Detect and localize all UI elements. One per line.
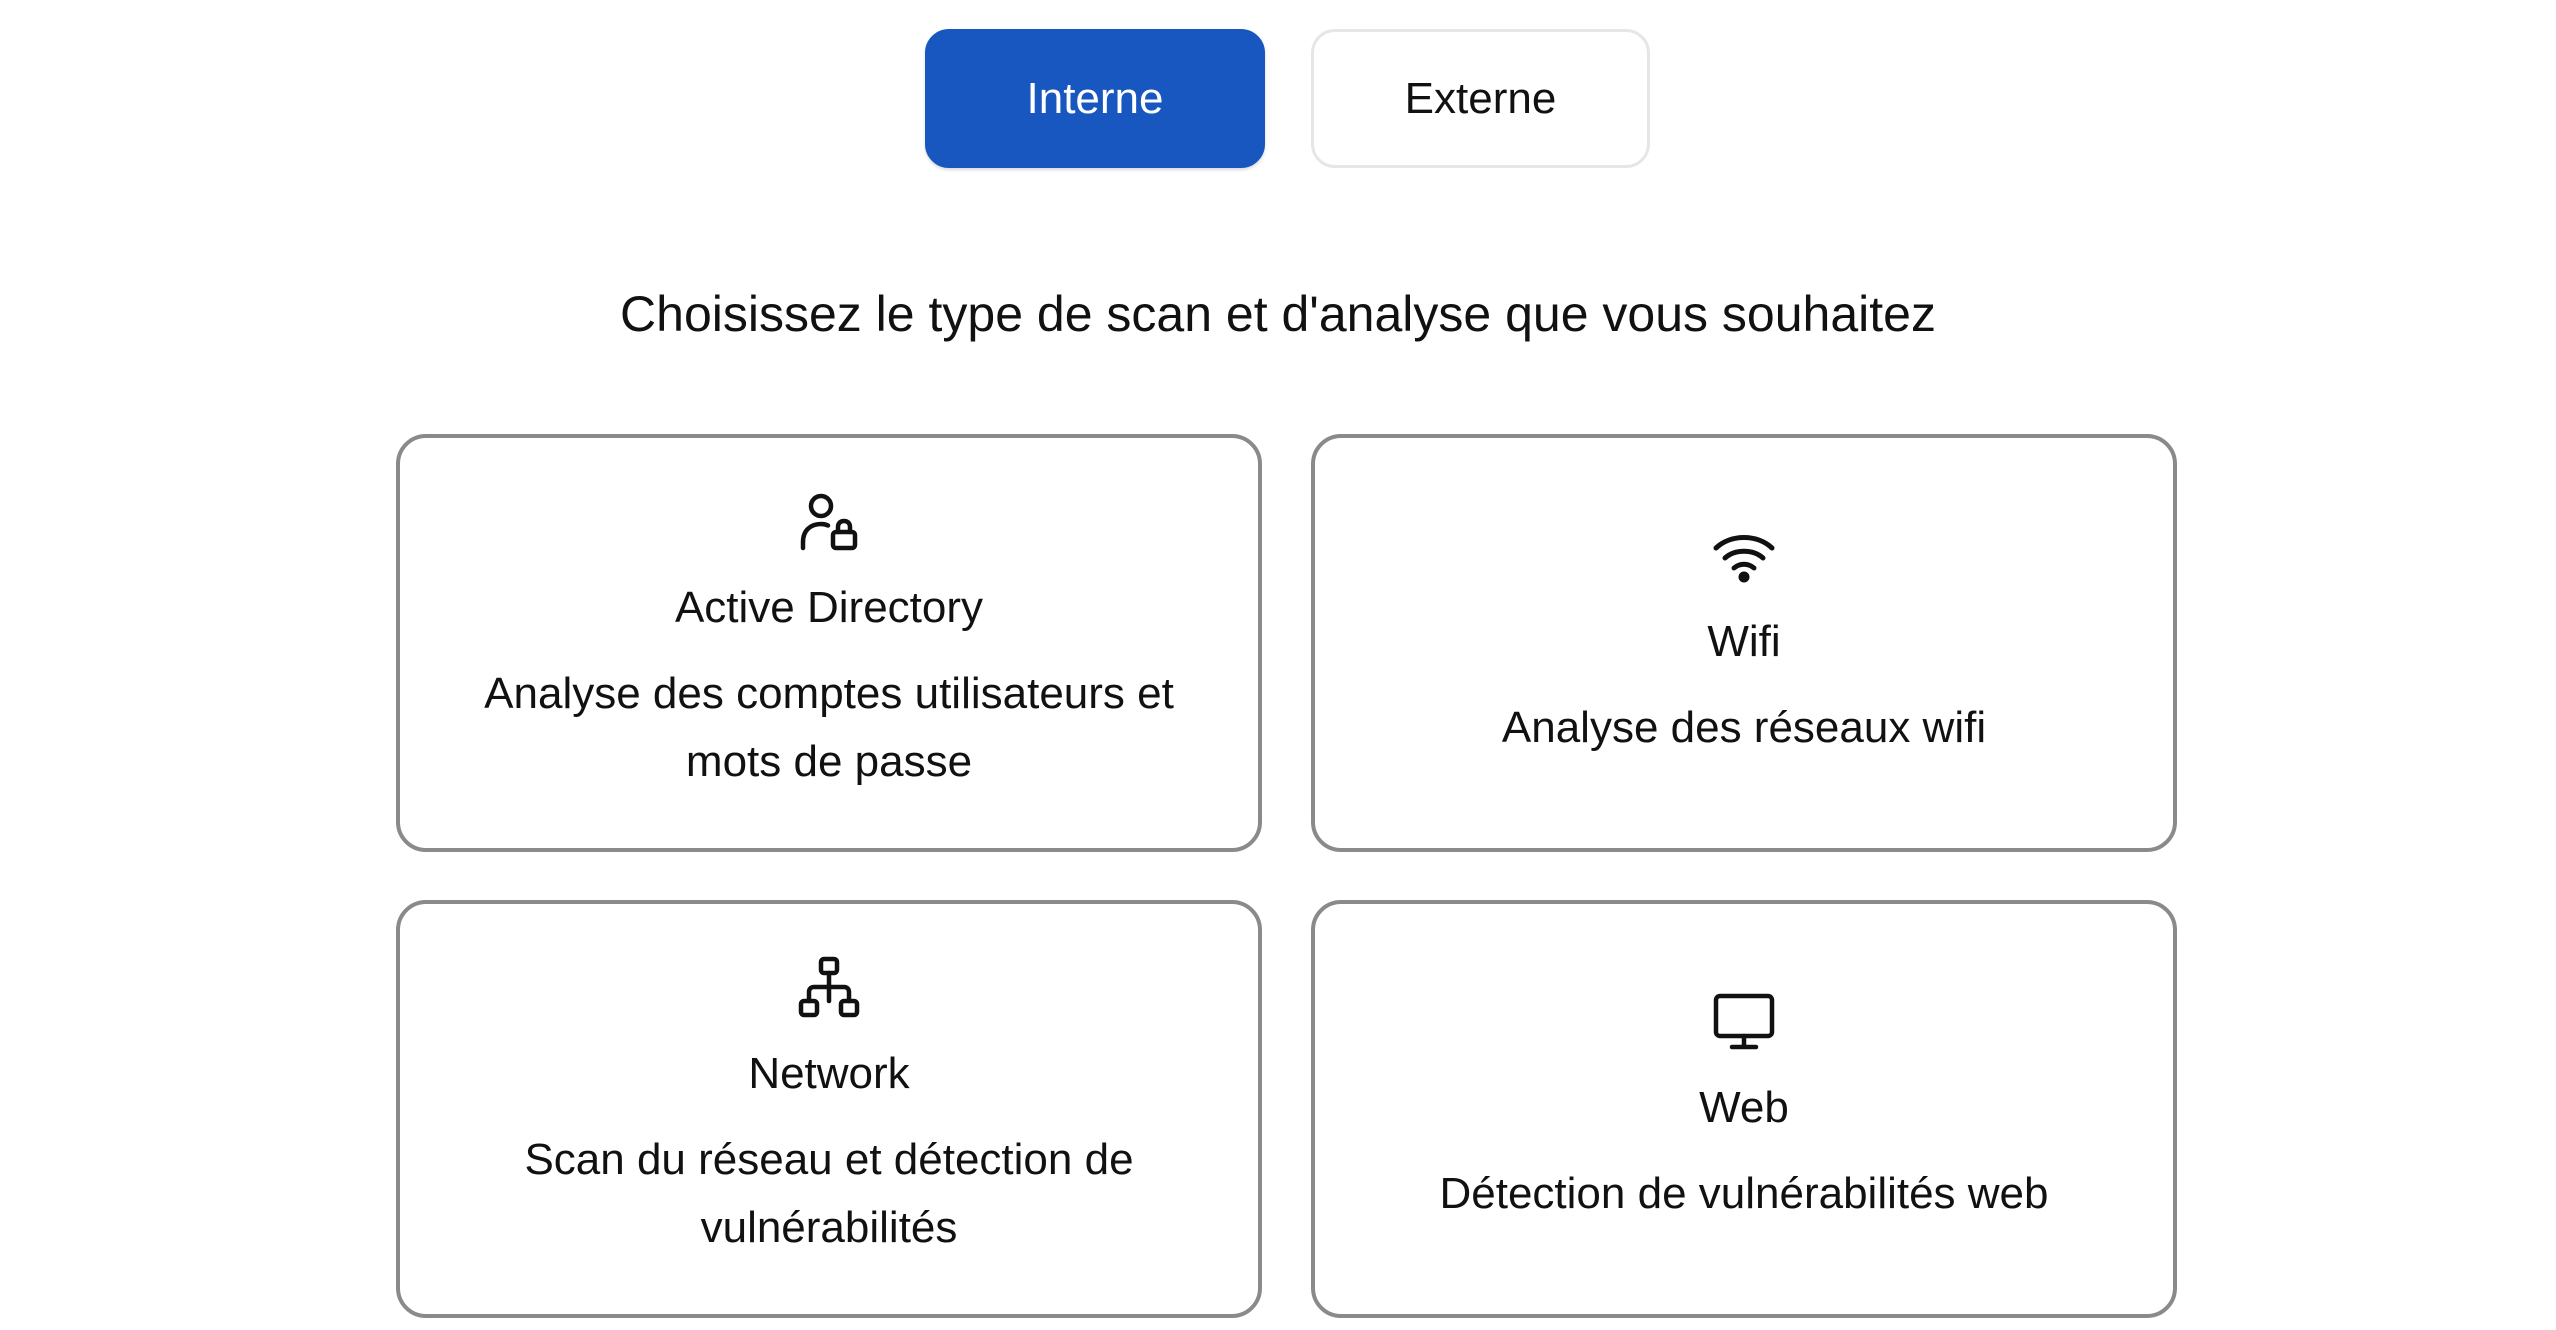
page-subtitle: Choisissez le type de scan et d'analyse que vous souhaitez bbox=[620, 286, 1936, 342]
card-title: Wifi bbox=[1707, 617, 1781, 666]
network-icon bbox=[797, 956, 861, 1020]
card-active-directory[interactable] bbox=[396, 434, 1262, 852]
card-network[interactable] bbox=[396, 900, 1262, 1318]
card-web[interactable] bbox=[1311, 900, 2177, 1318]
card-title: Active Directory bbox=[674, 583, 984, 632]
user-lock-icon bbox=[797, 490, 861, 554]
wifi-icon bbox=[1712, 524, 1776, 588]
card-description: Scan du réseau et détection de vulnérabilités bbox=[524, 1135, 1134, 1252]
tab-externe-label: Externe bbox=[1404, 73, 1557, 123]
card-wifi[interactable] bbox=[1311, 434, 2177, 852]
tab-interne-label: Interne bbox=[1026, 73, 1164, 123]
card-description: Analyse des comptes utilisateurs et mots de passe bbox=[484, 669, 1174, 786]
card-description: Détection de vulnérabilités web bbox=[1439, 1169, 2049, 1218]
card-description: Analyse des réseaux wifi bbox=[1501, 703, 1987, 752]
card-title: Network bbox=[748, 1049, 910, 1098]
monitor-icon bbox=[1712, 990, 1776, 1054]
tab-externe[interactable] bbox=[1311, 29, 1650, 168]
tab-interne[interactable] bbox=[925, 29, 1265, 168]
card-title: Web bbox=[1699, 1083, 1789, 1132]
